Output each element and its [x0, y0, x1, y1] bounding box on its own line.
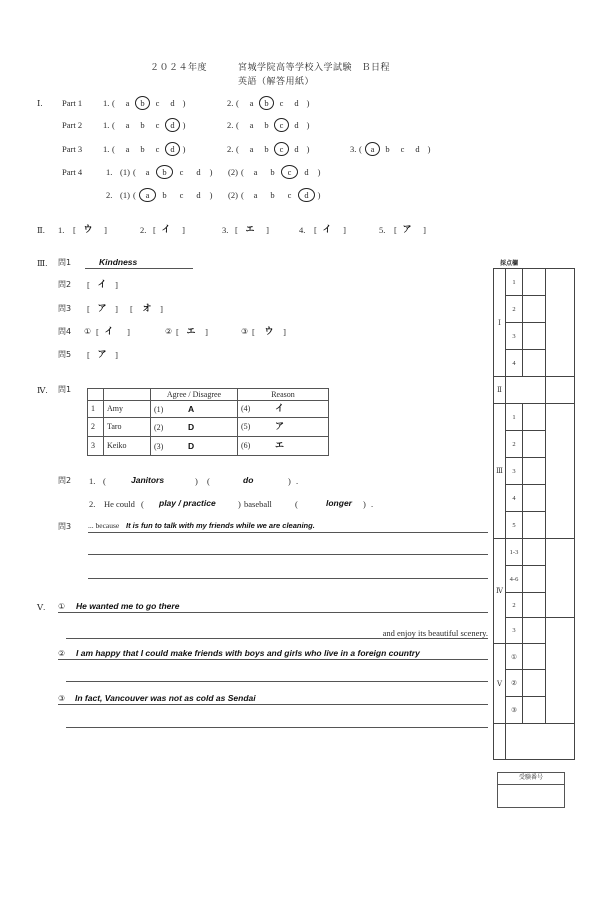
choice-b: b [270, 190, 275, 200]
choice-b: b [264, 144, 269, 154]
choice-d: d [196, 167, 201, 177]
question-number: 2. [227, 98, 234, 108]
exam-subtitle: 英語（解答用紙） [238, 77, 315, 87]
score-item-label: 4 [506, 485, 523, 512]
table-row [88, 437, 329, 456]
choice-b: b [156, 165, 173, 179]
choice-c: c [179, 167, 184, 177]
score-cell [523, 269, 546, 296]
score-item-label: 2 [506, 431, 523, 458]
open-paren: ( [236, 144, 239, 154]
close-paren: ) [195, 476, 198, 486]
section-4-label: Ⅳ. [37, 385, 48, 395]
close-bracket: ] [115, 280, 118, 290]
question-number: 1. [103, 144, 110, 154]
choice-d: d [165, 142, 180, 156]
reason-cell [238, 437, 329, 456]
header-cell-reason: Reason [238, 389, 329, 401]
score-cell [523, 458, 546, 485]
agree-disagree-cell [151, 437, 238, 456]
period: . [371, 499, 374, 509]
part-1-label: Part 1 [62, 98, 83, 108]
score-item-label: 1 [506, 404, 523, 431]
score-item-label: 2 [506, 593, 523, 618]
close-paren: ) [209, 190, 213, 200]
sub-question-number: (1) [120, 190, 130, 200]
part-4-question-1-sub-1 [106, 165, 215, 179]
question-3-answer: It is fun to talk with my friends while we are cleaning. [126, 521, 315, 530]
score-section-3: Ⅲ [494, 404, 506, 539]
answer: ア [402, 225, 412, 235]
answer: D [188, 421, 195, 432]
part-4-label: Part 4 [62, 167, 83, 177]
answer: イ [322, 225, 332, 235]
section-2-item-4 [299, 223, 346, 237]
question-number: 1. [103, 98, 110, 108]
period: . [296, 476, 299, 486]
score-cell [523, 512, 546, 539]
opinion-table [87, 388, 329, 456]
section-subtotal-cell [546, 618, 575, 724]
choice-c: c [279, 98, 284, 108]
close-paren: ) [306, 120, 310, 130]
row-number: 2 [88, 418, 104, 437]
blank-number: (3) [154, 441, 164, 451]
close-bracket: ] [182, 225, 185, 235]
part-2-question-2 [227, 118, 312, 132]
exam-title: 宮城学院高等学校入学試験 Ｂ日程 [238, 63, 391, 73]
close-paren: ) [182, 98, 186, 108]
part-3-question-2 [227, 142, 312, 156]
blank-number: (4) [241, 404, 251, 413]
open-bracket: [ [235, 225, 238, 235]
part-3-question-3 [350, 142, 433, 156]
close-paren: ) [317, 190, 321, 200]
choice-b: b [259, 96, 274, 110]
question-number: 2. [227, 144, 234, 154]
question-number: 1. [103, 120, 110, 130]
item-1-number: 1. [89, 476, 96, 486]
score-item-label: 3 [506, 618, 523, 644]
choice-d: d [294, 98, 299, 108]
choice-b: b [162, 190, 167, 200]
score-cell [523, 323, 546, 350]
choice-b: b [135, 96, 150, 110]
question-number: 2. [106, 190, 113, 200]
row-name: Taro [104, 418, 151, 437]
question-4-item-2 [165, 325, 208, 339]
score-cell [523, 618, 546, 644]
answer: ウ [264, 327, 274, 337]
section-subtotal-cell [546, 539, 575, 618]
close-paren: ) [182, 144, 186, 154]
section-subtotal-cell [546, 377, 575, 404]
score-cell [523, 296, 546, 323]
item-number: 5. [379, 225, 386, 235]
score-item-label: 5 [506, 512, 523, 539]
choice-c: c [155, 98, 160, 108]
open-bracket: [ [96, 327, 99, 337]
item-1-answer-2: do [243, 475, 254, 485]
answer-line [66, 638, 488, 639]
answer-line [88, 554, 488, 555]
open-paren: ( [295, 499, 298, 509]
close-bracket: ] [343, 225, 346, 235]
part-1-question-1 [103, 96, 188, 110]
answer-line [66, 681, 488, 682]
table-row [88, 401, 329, 418]
open-paren: ( [112, 144, 115, 154]
score-table [493, 268, 575, 760]
section-3-label: Ⅲ. [37, 258, 48, 268]
question-3-answer-2 [130, 302, 163, 316]
score-item-label: ① [506, 644, 523, 670]
answer-line [88, 532, 488, 533]
part-4-question-2-sub-1 [106, 188, 215, 202]
choice-d: d [170, 98, 175, 108]
open-paren: ( [133, 190, 136, 200]
open-paren: ( [236, 120, 239, 130]
item-1-answer: He wanted me to go there [76, 601, 180, 611]
choice-a: a [365, 142, 380, 156]
header-cell-name [104, 389, 151, 401]
close-bracket: ] [115, 350, 118, 360]
open-bracket: [ [73, 225, 76, 235]
score-item-label: 1 [506, 269, 523, 296]
item-2-prefix: He could [104, 499, 135, 509]
open-paren: ( [207, 476, 210, 486]
question-3-label: 問3 [58, 304, 72, 313]
blank-number: (1) [154, 404, 164, 414]
section-2-label: Ⅱ. [37, 225, 45, 235]
item-number: 1. [58, 225, 65, 235]
choice-d: d [415, 144, 420, 154]
score-cell [523, 593, 546, 618]
answer: ア [97, 350, 107, 360]
close-paren: ) [363, 499, 366, 509]
open-bracket: [ [153, 225, 156, 235]
close-paren: ) [209, 167, 213, 177]
answer: ア [97, 304, 107, 314]
question-4-item-1 [84, 325, 130, 339]
row-name: Keiko [104, 437, 151, 456]
choice-d: d [294, 144, 299, 154]
item-number: 2. [140, 225, 147, 235]
answer-line [58, 612, 488, 613]
question-4-item-3 [241, 325, 286, 339]
close-bracket: ] [160, 304, 163, 314]
choice-d: d [165, 118, 180, 132]
score-item-label: 2 [506, 296, 523, 323]
agree-disagree-cell [151, 401, 238, 418]
answer: エ [186, 327, 196, 337]
item-3-marker: ③ [58, 694, 66, 703]
open-paren: ( [141, 499, 144, 509]
question-1-label: 問1 [58, 258, 72, 267]
choice-c: c [155, 120, 160, 130]
choice-a: a [253, 167, 258, 177]
section-2-item-5 [379, 223, 426, 237]
table-row [88, 418, 329, 437]
close-bracket: ] [283, 327, 286, 337]
score-cell [523, 697, 546, 724]
score-cell [523, 566, 546, 593]
answer-line [58, 704, 488, 705]
question-3-label: 問3 [58, 522, 72, 531]
open-paren: ( [133, 167, 136, 177]
choice-a: a [125, 98, 130, 108]
part-4-question-1-sub-2 [228, 165, 323, 179]
close-bracket: ] [423, 225, 426, 235]
item-3-answer: In fact, Vancouver was not as cold as Sendai [75, 693, 256, 703]
row-number: 1 [88, 401, 104, 418]
question-1-label: 問1 [58, 385, 72, 394]
question-4-label: 問4 [58, 327, 72, 336]
choice-c: c [287, 190, 292, 200]
answer: ア [275, 422, 285, 432]
choice-a: a [145, 167, 150, 177]
choice-c: c [274, 142, 289, 156]
score-section-2: Ⅱ [494, 377, 506, 404]
question-2-label: 問2 [58, 476, 72, 485]
reason-cell [238, 418, 329, 437]
close-paren: ) [427, 144, 431, 154]
score-cell [523, 350, 546, 377]
item-2-answer-1: play / practice [159, 498, 216, 508]
item-marker: ③ [241, 327, 249, 336]
open-paren: ( [103, 476, 106, 486]
question-3-prefix: ... because [88, 521, 120, 530]
sub-question-number: (2) [228, 190, 238, 200]
close-paren: ) [238, 499, 241, 509]
choice-c: c [281, 165, 298, 179]
score-item-label: ② [506, 670, 523, 697]
score-item-label: 4 [506, 350, 523, 377]
open-paren: ( [359, 144, 362, 154]
choice-a: a [249, 98, 254, 108]
choice-a: a [249, 144, 254, 154]
choice-d: d [304, 167, 309, 177]
item-1-answer-1: Janitors [131, 475, 165, 485]
item-2-marker: ② [58, 649, 66, 658]
answer: オ [142, 304, 152, 314]
answer: エ [275, 441, 285, 451]
blank-number: (6) [241, 441, 251, 450]
close-bracket: ] [115, 304, 118, 314]
score-section-1: Ⅰ [494, 269, 506, 377]
choice-d: d [294, 120, 299, 130]
score-cell [523, 485, 546, 512]
choice-b: b [270, 167, 275, 177]
answer: イ [161, 225, 171, 235]
open-bracket: [ [87, 280, 90, 290]
open-paren: ( [241, 167, 244, 177]
answer: ウ [83, 225, 93, 235]
question-5-answer [87, 348, 118, 362]
score-section-5: Ⅴ [494, 644, 506, 724]
choice-b: b [385, 144, 390, 154]
question-2-label: 問2 [58, 280, 72, 289]
exam-number-label: 受験番号 [498, 773, 564, 785]
question-1-answer: Kindness [99, 257, 138, 267]
answer: イ [104, 327, 114, 337]
choice-d: d [196, 190, 201, 200]
choice-a: a [249, 120, 254, 130]
answer: イ [97, 280, 107, 290]
score-cell [523, 539, 546, 566]
question-number: 2. [227, 120, 234, 130]
open-bracket: [ [130, 304, 133, 314]
sub-question-number: (1) [120, 167, 130, 177]
sub-question-number: (2) [228, 167, 238, 177]
row-name: Amy [104, 401, 151, 418]
answer-line [58, 659, 488, 660]
item-2-number: 2. [89, 499, 96, 509]
score-cell [523, 404, 546, 431]
section-2-item-3 [222, 223, 269, 237]
choice-c: c [179, 190, 184, 200]
answer-underline [85, 268, 193, 269]
answer: イ [275, 404, 285, 414]
score-item-label: ③ [506, 697, 523, 724]
score-table-title: 採点欄 [500, 260, 519, 267]
score-cell [523, 644, 546, 670]
item-number: 4. [299, 225, 306, 235]
section-2-item-2 [140, 223, 185, 237]
question-5-label: 問5 [58, 350, 72, 359]
section-2-item-1 [58, 223, 107, 237]
open-bracket: [ [87, 304, 90, 314]
blank-number: (5) [241, 422, 251, 431]
table-header-row [88, 389, 329, 401]
open-paren: ( [112, 120, 115, 130]
open-paren: ( [236, 98, 239, 108]
choice-c: c [400, 144, 405, 154]
part-4-question-2-sub-2 [228, 188, 323, 202]
question-3-answer-1 [87, 302, 118, 316]
header-cell-agree-disagree: Agree / Disagree [151, 389, 238, 401]
open-bracket: [ [252, 327, 255, 337]
close-paren: ) [288, 476, 291, 486]
agree-disagree-cell [151, 418, 238, 437]
close-bracket: ] [205, 327, 208, 337]
close-bracket: ] [266, 225, 269, 235]
answer: A [188, 403, 195, 414]
question-number: 3. [350, 144, 357, 154]
choice-c: c [274, 118, 289, 132]
open-paren: ( [241, 190, 244, 200]
part-2-question-1 [103, 118, 188, 132]
open-bracket: [ [87, 350, 90, 360]
item-2-answer: I am happy that I could make friends with boys and girls who live in a foreign country [76, 648, 420, 658]
header-cell-number [88, 389, 104, 401]
close-paren: ) [182, 120, 186, 130]
total-score-cell [506, 724, 575, 760]
item-number: 3. [222, 225, 229, 235]
close-bracket: ] [127, 327, 130, 337]
exam-year: ２０２４年度 [150, 63, 208, 73]
question-2-answer [87, 278, 118, 292]
section-subtotal-cell [546, 404, 575, 539]
open-paren: ( [112, 98, 115, 108]
reason-cell [238, 401, 329, 418]
item-marker: ① [84, 327, 92, 336]
choice-b: b [140, 120, 145, 130]
choice-a: a [253, 190, 258, 200]
answer-line [88, 578, 488, 579]
open-bracket: [ [394, 225, 397, 235]
answer-line [66, 727, 488, 728]
answer: エ [245, 225, 255, 235]
answer: D [188, 440, 195, 451]
score-item-label: 3 [506, 323, 523, 350]
score-item-label: 4-6 [506, 566, 523, 593]
choice-a: a [125, 120, 130, 130]
item-1-marker: ① [58, 602, 66, 611]
choice-b: b [264, 120, 269, 130]
open-bracket: [ [314, 225, 317, 235]
part-1-question-2 [227, 96, 312, 110]
section-5-label: Ⅴ. [37, 602, 46, 612]
score-cell [523, 670, 546, 697]
score-item-label: 3 [506, 458, 523, 485]
close-paren: ) [317, 167, 321, 177]
part-2-label: Part 2 [62, 120, 83, 130]
choice-a: a [139, 188, 156, 202]
section-subtotal-cell [546, 269, 575, 377]
item-2-answer-2: longer [326, 498, 352, 508]
part-3-question-1 [103, 142, 188, 156]
close-paren: ) [306, 98, 310, 108]
choice-c: c [155, 144, 160, 154]
choice-b: b [140, 144, 145, 154]
score-total-label-cell [494, 724, 506, 760]
row-number: 3 [88, 437, 104, 456]
close-bracket: ] [104, 225, 107, 235]
score-cell [523, 431, 546, 458]
exam-number-box [497, 772, 565, 808]
blank-number: (2) [154, 422, 164, 432]
question-number: 1. [106, 167, 113, 177]
item-2-middle: baseball [244, 499, 272, 509]
part-3-label: Part 3 [62, 144, 83, 154]
open-bracket: [ [176, 327, 179, 337]
choice-a: a [125, 144, 130, 154]
score-item-label: 1-3 [506, 539, 523, 566]
score-cell [506, 377, 546, 404]
score-section-4: Ⅳ [494, 539, 506, 644]
close-paren: ) [306, 144, 310, 154]
item-marker: ② [165, 327, 173, 336]
section-1-label: Ⅰ. [37, 98, 43, 108]
item-1-continuation: and enjoy its beautiful scenery. [382, 628, 488, 638]
choice-d: d [298, 188, 315, 202]
